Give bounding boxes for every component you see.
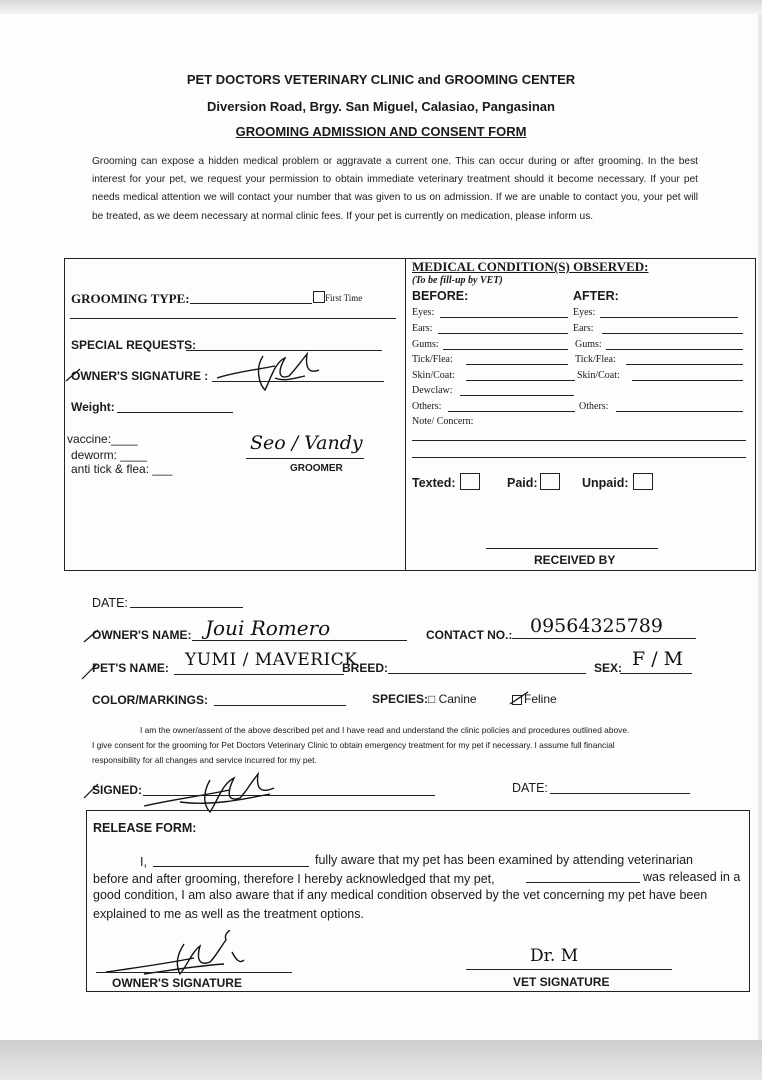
owner-signature-label: OWNER'S SIGNATURE : (71, 369, 209, 383)
breed-label: BREED: (342, 661, 389, 675)
pet-name-line[interactable] (174, 674, 344, 675)
owner-signature-scribble (215, 348, 325, 394)
species-label: SPECIES: (372, 692, 429, 706)
before-item-others: Others: (412, 401, 442, 412)
before-others-line[interactable] (448, 411, 575, 412)
weight-label: Weight: (71, 400, 115, 414)
owner-name-value: Joui Romero (205, 616, 331, 640)
first-time-label: First Time (325, 293, 363, 303)
unpaid-checkbox[interactable] (633, 473, 653, 490)
vaccine-label: vaccine:____ (67, 432, 138, 446)
feline-option[interactable]: Feline (524, 692, 557, 706)
consent-line-3: responsibility for all changes and service incurred for my pet. (92, 755, 317, 765)
before-item-tick-flea: Tick/Flea: (412, 354, 453, 365)
release-line1-a: I, (140, 855, 147, 869)
anti-tick-label: anti tick & flea: ___ (71, 462, 173, 476)
color-line[interactable] (214, 705, 346, 706)
medical-title: MEDICAL CONDITION(S) OBSERVED: (412, 259, 649, 274)
grooming-type-label: GROOMING TYPE: (71, 291, 190, 306)
groomer-handwriting: Seo / Vandy (250, 432, 363, 454)
note-line-1[interactable] (412, 440, 746, 441)
strike-mark (64, 365, 84, 385)
release-line1-b: fully aware that my pet has been examined by attending veterinarian (315, 853, 694, 867)
before-dewclaw-line[interactable] (460, 395, 574, 396)
special-requests-label: SPECIAL REQUESTS: (71, 338, 197, 352)
date-line[interactable] (130, 607, 243, 608)
release-line3: good condition, I am also aware that if any medical condition observed by the vet concerning my pet have been (93, 888, 708, 902)
owner-name-line[interactable] (192, 640, 407, 641)
owner-name-label: OWNER'S NAME: (92, 628, 192, 642)
before-item-dewclaw: Dewclaw: (412, 385, 453, 396)
note-line-2[interactable] (412, 457, 746, 458)
color-label: COLOR/MARKINGS: (92, 693, 208, 707)
after-others-line[interactable] (616, 411, 743, 412)
before-ears-line[interactable] (438, 333, 568, 334)
release-owner-signature-scribble (104, 930, 254, 978)
vet-handwriting: Dr. M (530, 946, 579, 966)
page-bottom-edge (0, 1040, 762, 1080)
after-eyes-line[interactable] (600, 317, 738, 318)
before-tick-line[interactable] (466, 364, 568, 365)
intro-paragraph: Grooming can expose a hidden medical problem or aggravate a current one. This can occur during or after grooming. In the best interest for your pet, we request your permission to obtain immediate veterinary treatment should it become necessary. If your pet needs medical attention we will contact your number that was given to us on admission. If we are unable to contact you, your pet will be treated, as we deem necessary at normal clinic fees. If your pet is currently on medication, please inform us. (92, 156, 698, 222)
note-concern-label: Note/ Concern: (412, 416, 474, 427)
date-label: DATE: (92, 596, 128, 610)
unpaid-label: Unpaid: (582, 476, 629, 490)
release-line2-b: was released in a (643, 870, 741, 884)
groomer-label: GROOMER (290, 463, 343, 474)
first-time-checkbox[interactable] (313, 291, 325, 303)
before-eyes-line[interactable] (440, 317, 568, 318)
form-title: GROOMING ADMISSION AND CONSENT FORM (235, 124, 527, 139)
deworm-label: deworm: ____ (71, 448, 148, 462)
signed-signature-scribble (140, 766, 290, 814)
signed-strike-mark (82, 780, 102, 800)
vet-signature-line[interactable] (466, 969, 672, 970)
before-heading: BEFORE: (412, 289, 469, 303)
date2-line[interactable] (550, 793, 690, 794)
texted-label: Texted: (412, 476, 456, 490)
after-ears-line[interactable] (602, 333, 743, 334)
texted-checkbox[interactable] (460, 473, 480, 490)
after-heading: AFTER: (573, 289, 619, 303)
consent-line-2: I give consent for the grooming for Pet Doctors Veterinary Clinic to obtain emergency treatment for my pet if necessary. I assume full financial (92, 740, 615, 750)
breed-line[interactable] (388, 673, 586, 674)
after-gums-line[interactable] (606, 349, 743, 350)
release-owner-label: OWNER'S SIGNATURE (112, 976, 242, 990)
grooming-extra-line[interactable] (70, 318, 396, 319)
release-name-line[interactable] (153, 866, 309, 867)
before-gums-line[interactable] (443, 349, 568, 350)
clinic-name: PET DOCTORS VETERINARY CLINIC and GROOMING CENTER (186, 72, 576, 87)
sex-value: F / M (632, 648, 684, 670)
sex-label: SEX: (594, 661, 623, 675)
pet-strike-mark (80, 661, 100, 681)
release-line2-a: before and after grooming, therefore I hereby acknowledged that my pet, (93, 872, 495, 886)
contact-line[interactable] (512, 638, 696, 639)
after-tick-line[interactable] (626, 364, 743, 365)
consent-line-1: I am the owner/assent of the above described pet and I have read and understand the clinic policies and procedures outlined above. (140, 725, 630, 735)
signed-label: SIGNED: (92, 783, 143, 797)
received-by-label: RECEIVED BY (534, 553, 616, 567)
medical-subtitle: (To be fill-up by VET) (412, 275, 503, 286)
before-item-ears: Ears: (412, 323, 433, 334)
contact-label: CONTACT NO.: (426, 628, 513, 642)
after-item-gums: Gums: (575, 339, 602, 350)
clinic-address: Diversion Road, Brgy. San Miguel, Calasiao, Pangasinan (207, 99, 555, 114)
release-line4: explained to me as well as the treatment options. (93, 907, 364, 921)
release-pet-line[interactable] (526, 882, 640, 883)
before-skin-line[interactable] (466, 380, 575, 381)
paid-label: Paid: (507, 476, 538, 490)
paid-checkbox[interactable] (540, 473, 560, 490)
weight-line[interactable] (117, 412, 233, 413)
after-item-others: Others: (579, 401, 609, 412)
release-owner-line[interactable] (96, 972, 292, 973)
table-divider (405, 258, 406, 570)
pet-name-label: PET'S NAME: (92, 661, 169, 675)
grooming-type-line[interactable] (190, 303, 312, 304)
vet-signature-label: VET SIGNATURE (513, 975, 610, 989)
received-by-line[interactable] (486, 548, 658, 549)
after-item-tick-flea: Tick/Flea: (575, 354, 616, 365)
after-item-eyes: Eyes: (573, 307, 596, 318)
canine-option[interactable]: □ Canine (428, 692, 477, 706)
after-item-skin-coat: Skin/Coat: (577, 370, 620, 381)
before-item-eyes: Eyes: (412, 307, 435, 318)
owner-strike-mark (82, 626, 102, 646)
before-item-skin-coat: Skin/Coat: (412, 370, 455, 381)
groomer-line[interactable] (246, 458, 364, 459)
sex-line[interactable] (620, 673, 692, 674)
before-item-gums: Gums: (412, 339, 439, 350)
pet-name-value: YUMI / MAVERICK (185, 650, 358, 670)
release-title: RELEASE FORM: (93, 821, 197, 835)
after-item-ears: Ears: (573, 323, 594, 334)
date2-label: DATE: (512, 781, 548, 795)
contact-value: 09564325789 (530, 615, 663, 637)
after-skin-line[interactable] (632, 380, 743, 381)
page-top-edge (0, 0, 762, 14)
